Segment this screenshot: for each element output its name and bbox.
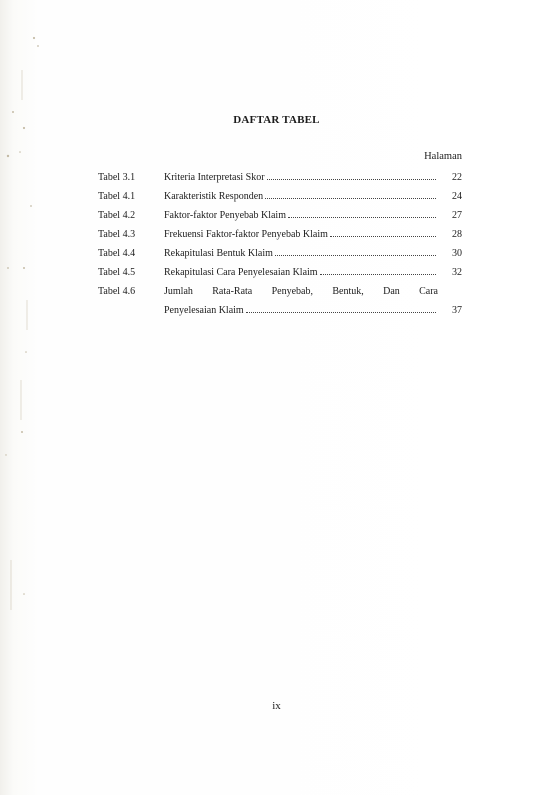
page-column-header: Halaman — [424, 151, 462, 162]
table-caption: Rekapitulasi Bentuk Klaim — [164, 248, 273, 259]
table-label: Tabel 3.1 — [98, 172, 136, 183]
toc-entry — [98, 278, 462, 297]
toc-entry — [98, 164, 462, 183]
toc-entry-continuation — [98, 297, 462, 316]
page-number-ref: 27 — [452, 210, 462, 221]
toc-entry — [98, 259, 462, 278]
table-label: Tabel 4.6 — [98, 286, 136, 297]
table-of-tables — [98, 164, 462, 316]
table-label: Tabel 4.4 — [98, 248, 136, 259]
table-caption: Karakteristik Responden — [164, 191, 264, 202]
dot-leader — [265, 198, 436, 199]
page-number-ref: 22 — [452, 172, 462, 183]
page-number-ref: 37 — [452, 305, 462, 316]
page-number-ref: 28 — [452, 229, 462, 240]
table-caption: Kriteria Interpretasi Skor — [164, 172, 265, 183]
table-caption-line-2: Penyelesaian Klaim — [164, 305, 244, 316]
page-number-ref: 30 — [452, 248, 462, 259]
table-label: Tabel 4.5 — [98, 267, 136, 278]
document-title: DAFTAR TABEL — [233, 114, 320, 126]
table-caption-line-1: Jumlah Rata-Rata Penyebab, Bentuk, Dan Cara — [164, 286, 438, 297]
table-label: Tabel 4.1 — [98, 191, 136, 202]
table-label: Tabel 4.3 — [98, 229, 136, 240]
dot-leader — [320, 274, 436, 275]
page-number-ref: 32 — [452, 267, 462, 278]
dot-leader — [275, 255, 436, 256]
page-number: ix — [272, 700, 281, 712]
toc-entry — [98, 183, 462, 202]
dot-leader — [246, 312, 436, 313]
toc-entry — [98, 240, 462, 259]
toc-entry — [98, 202, 462, 221]
dot-leader — [267, 179, 436, 180]
table-label: Tabel 4.2 — [98, 210, 136, 221]
table-caption: Faktor-faktor Penyebab Klaim — [164, 210, 286, 221]
table-caption: Rekapitulasi Cara Penyelesaian Klaim — [164, 267, 318, 278]
page-number-ref: 24 — [452, 191, 462, 202]
toc-entry — [98, 221, 462, 240]
dot-leader — [288, 217, 436, 218]
dot-leader — [330, 236, 436, 237]
table-caption: Frekuensi Faktor-faktor Penyebab Klaim — [164, 229, 328, 240]
